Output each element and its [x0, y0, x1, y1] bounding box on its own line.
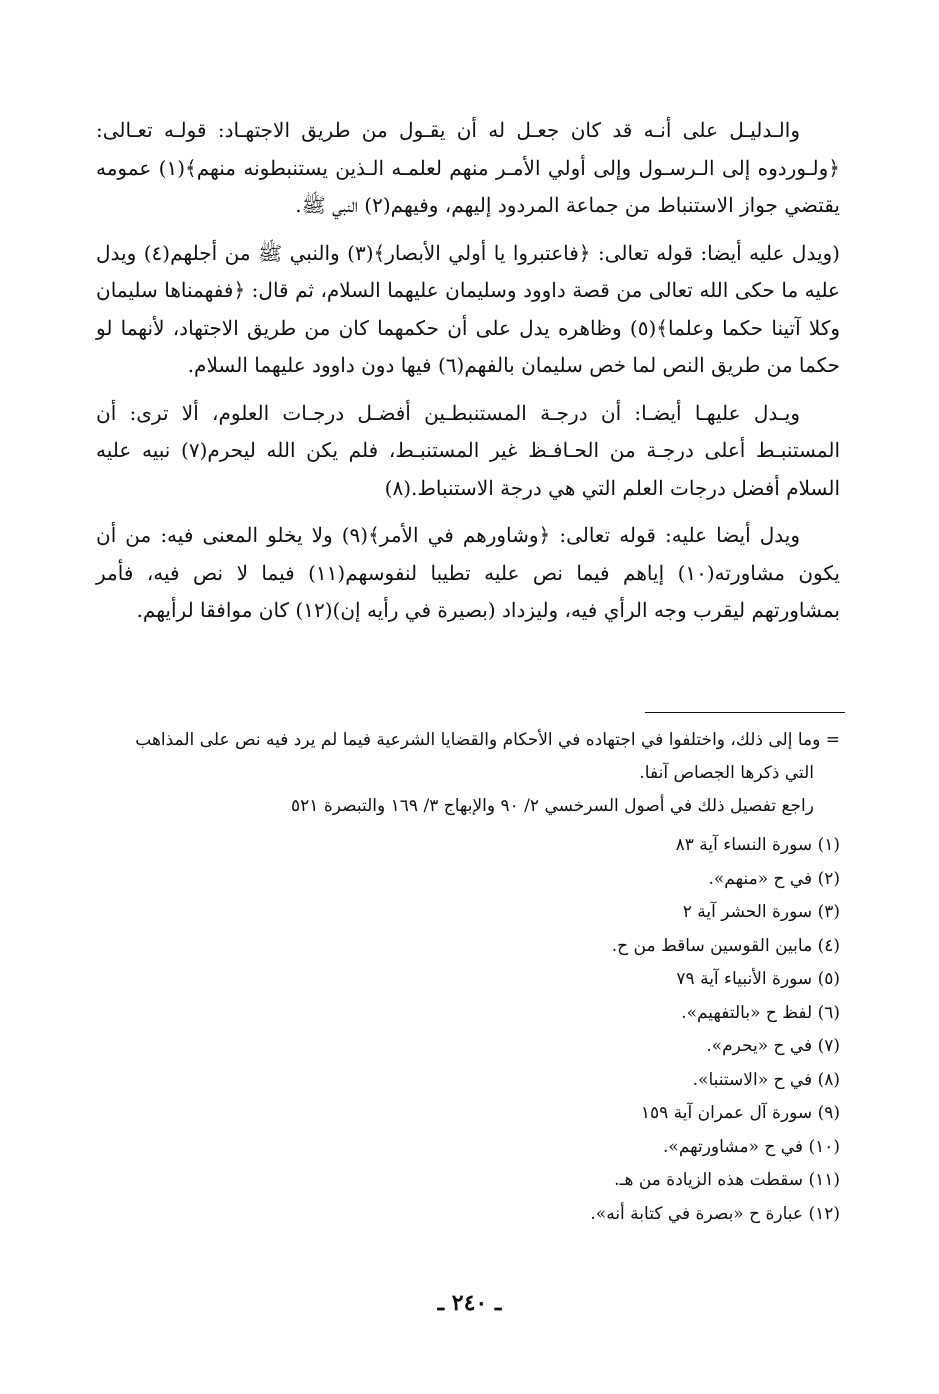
footnote-item: (٤) مابين القوسين ساقط من ح.: [611, 935, 840, 956]
footnote-item: (١) سورة النساء آية ٨٣: [675, 835, 840, 855]
footnote-item: (٨) في ح «الاستنبا».: [692, 1069, 840, 1090]
footnote-item: (٢) في ح «منهم».: [708, 868, 840, 889]
footnote-item: (٥) سورة الأنبياء آية ٧٩: [676, 969, 840, 989]
page-number: ـ ٢٤٠ ـ: [437, 1290, 502, 1316]
footnote-item: (١١) سقطت هذه الزيادة من هـ.: [614, 1170, 840, 1190]
paragraph-1: والـدليـل على أنـه قد كان جعـل له أن يقـول من طريق الاجتهـاد: قولـه تعـالى: ﴿ولـوردوه إلى الـرسـول وإلى أولي الأمـر منهم لعلمـه الـذين يستنبطونه منهم﴾(١) عمومه يقتضي جواز الاستنباط من جماعة المردود إليهم، وفيهم(٢) النبي ﷺ.: [96, 118, 840, 217]
footnotes: [96, 724, 840, 1231]
footnote-item: (٩) سورة آل عمران آية ١٥٩: [640, 1103, 840, 1123]
footnote-list: [96, 829, 840, 1231]
footnote-separator: [645, 712, 845, 713]
footnote-reference: راجع تفصيل ذلك في أصول السرخسي ٢/ ٩٠ والإبهاج ٣/ ١٦٩ والتبصرة ٥٢١: [291, 796, 814, 816]
paragraph-3: ويـدل عليهـا أيضـا: أن درجـة المستنبطـين أفضـل درجـات العلوم، ألا ترى: أن المستنبـط أعلى درجـة من الحـافـظ غير المستنبـط، فلم يكن الله ليحرم(٧) نبيه عليه السلام أفضل درجات العلم التي هي درجة الاستنباط.(٨): [96, 400, 840, 500]
footnote-continuation: = وما إلى ذلك، واختلفوا في اجتهاده في الأحكام والقضايا الشرعية فيما لم يرد فيه نص على المذاهب: [135, 730, 840, 750]
footnote-item: (٧) في ح «يحرم».: [706, 1036, 840, 1056]
footnote-item: (٦) لفظ ح «بالتفهيم».: [681, 1002, 840, 1023]
footnote-item: (١٠) في ح «مشاورتهم».: [663, 1136, 840, 1157]
footnote-item: (٣) سورة الحشر آية ٢: [682, 902, 840, 922]
paragraph-4: ويدل أيضا عليه: قوله تعالى: ﴿وشاورهم في الأمر﴾(٩) ولا يخلو المعنى فيه: من أن يكون مشاورته(١٠) إياهم فيما نص عليه تطيبا لنفوسهم(١١) فيما لا نص فيه، فأمر بمشاورتهم ليقرب وجه الرأي فيه، وليزداد (بصيرة في رأيه إن)(١٢) كان موافقا لرأيهم.: [96, 523, 840, 622]
paragraph-2: (ويدل عليه أيضا: قوله تعالى: ﴿فاعتبروا يا أولي الأبصار﴾(٣) والنبي ﷺ من أجلهم(٤) ويدل عليه ما حكى الله تعالى من قصة داوود وسليمان عليهما السلام، ثم قال: ﴿ففهمناها سليمان وكلا آتينا حكما وعلما﴾(٥) وظاهره يدل على أن حكمهما كان من طريق الاجتهاد، لأنهما لو حكما من طريق النص لما خص سليمان بالفهم(٦) فيها دون داوود عليهما السلام.: [96, 240, 840, 377]
footnote-item: (١٢) عبارة ح «بصرة في كتابة أنه».: [590, 1203, 840, 1224]
main-text: [96, 112, 840, 640]
footnote-continuation-end: التي ذكرها الجصاص آنفا.: [639, 763, 814, 783]
